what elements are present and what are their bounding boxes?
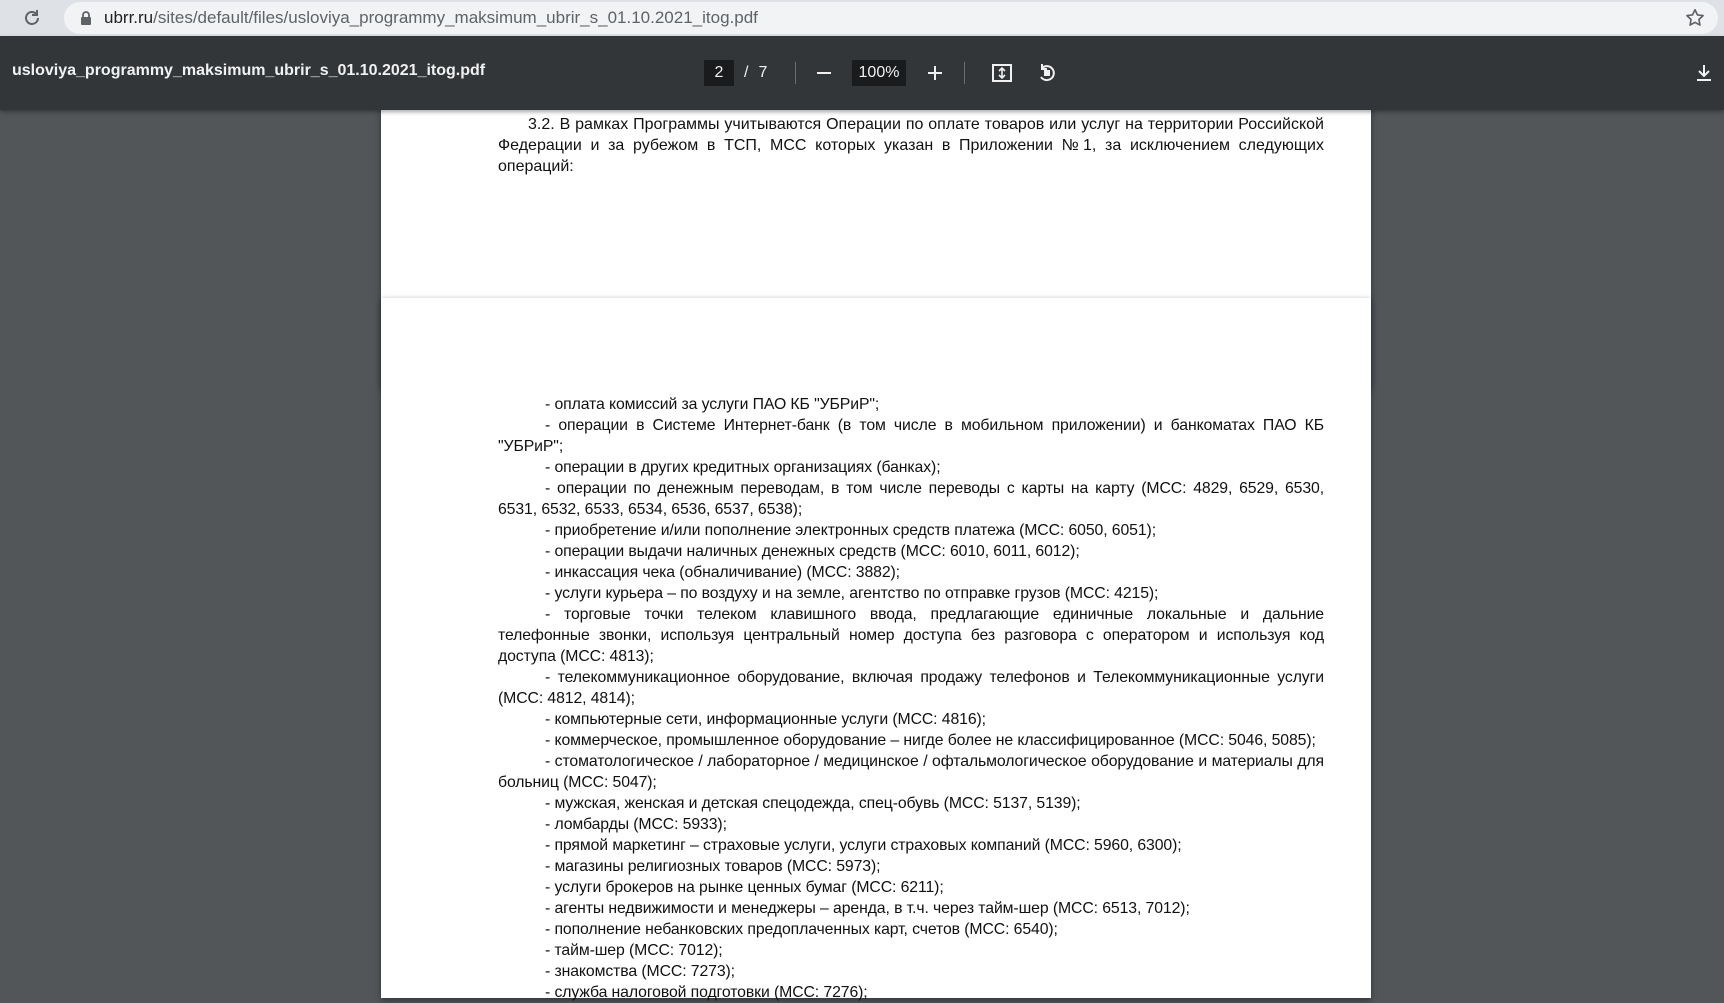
- zoom-out-button[interactable]: [808, 57, 840, 89]
- zoom-level-input[interactable]: [852, 60, 906, 86]
- pdf-viewport[interactable]: [0, 110, 1724, 1001]
- zoom-in-button[interactable]: [919, 57, 951, 89]
- download-button[interactable]: [1688, 57, 1720, 89]
- url-path: /sites/default/files/usloviya_programmy_maksimum_ubrir_s_01.10.2021_itog.pdf: [153, 8, 758, 27]
- list-item: - операции выдачи наличных денежных средств (МСС: 6010, 6011, 6012);: [545, 543, 1080, 560]
- list-item: - мужская, женская и детская спецодежда, спец-обувь (МСС: 5137, 5139);: [545, 795, 1081, 812]
- url-omnibox[interactable]: [64, 2, 1718, 34]
- plus-icon: [926, 64, 944, 82]
- list-item: - знакомства (МСС: 7273);: [545, 963, 735, 980]
- list-item: - приобретение и/или пополнение электронных средств платежа (МСС: 6050, 6051);: [545, 522, 1157, 539]
- list-item: - операции в Системе Интернет-банк (в том числе в мобильном приложении) и банкоматах ПАО КБ "УБРиР";: [498, 417, 1324, 455]
- list-item: - магазины религиозных товаров (МСС: 5973);: [545, 858, 881, 875]
- list-item: - операции в других кредитных организациях (банках);: [545, 459, 941, 476]
- download-icon: [1694, 63, 1714, 83]
- page-number-input[interactable]: [704, 60, 734, 86]
- reload-icon[interactable]: [18, 4, 46, 32]
- fit-page-icon: [991, 62, 1013, 84]
- list-item: - пополнение небанковских предоплаченных карт, счетов (МСС: 6540);: [545, 921, 1058, 938]
- list-item: - служба налоговой подготовки (МСС: 7276);: [545, 984, 868, 1001]
- list-item: - коммерческое, промышленное оборудование – нигде более не классифицированное (МСС: 5046, 5085);: [545, 732, 1316, 749]
- list-item: - компьютерные сети, информационные услуги (МСС: 4816);: [545, 711, 986, 728]
- list-item: - оплата комиссий за услуги ПАО КБ "УБРиР";: [545, 396, 880, 413]
- page-separator: /: [744, 64, 749, 81]
- browser-address-bar: [0, 0, 1724, 36]
- list-item: - услуги курьера – по воздуху и на земле, агентство по отправке грузов (МСС: 4215);: [545, 585, 1159, 602]
- url-text[interactable]: [104, 8, 758, 28]
- list-item: - стоматологическое / лабораторное / медицинское / офтальмологическое оборудование и материалы для больниц (МСС: 5047);: [498, 753, 1324, 791]
- list-item: - торговые точки телеком клавишного ввода, предлагающие единичные локальные и дальние телефонные звонки, используя центральный номер доступа без разговора с оператором и используя код доступа (МСС: 4813);: [498, 606, 1324, 665]
- rotate-button[interactable]: [1031, 57, 1063, 89]
- lock-icon[interactable]: [78, 10, 94, 26]
- list-item: - телекоммуникационное оборудование, включая продажу телефонов и Телекоммуникационные услуги (МСС: 4812, 4814);: [498, 669, 1324, 707]
- pdf-page-2: [381, 298, 1371, 1001]
- list-item: - инкассация чека (обналичивание) (МСС: 3882);: [545, 564, 900, 581]
- list-item: - ломбарды (МСС: 5933);: [545, 816, 727, 833]
- total-pages: 7: [758, 64, 768, 81]
- list-item: - агенты недвижимости и менеджеры – аренда, в т.ч. через тайм-шер (МСС: 6513, 7012);: [545, 900, 1190, 917]
- page-selector: [704, 60, 767, 86]
- document-title: usloviya_programmy_maksimum_ubrir_s_01.10.2021_itog.pdf: [12, 62, 486, 79]
- toolbar-divider: [795, 62, 796, 84]
- section-3-2-paragraph: 3.2. В рамках Программы учитываются Операции по оплате товаров или услуг на территории Российской Федерации и за рубежом в ТСП, МСС которых указан в Приложении №1, за исключением следующих операций:: [498, 116, 1324, 175]
- list-item: - услуги брокеров на рынке ценных бумаг (МСС: 6211);: [545, 879, 944, 896]
- list-item: - операции по денежным переводам, в том числе переводы с карты на карту (МСС: 4829, 6529, 6530, 6531, 6532, 6533, 6534, 6536, 6537, 6538);: [498, 480, 1324, 518]
- list-item: - тайм-шер (МСС: 7012);: [545, 942, 723, 959]
- minus-icon: [815, 64, 833, 82]
- bookmark-star-icon[interactable]: [1684, 7, 1706, 29]
- toolbar-divider: [964, 62, 965, 84]
- rotate-icon: [1036, 62, 1058, 84]
- pdf-toolbar: [0, 36, 1724, 110]
- fit-to-page-button[interactable]: [986, 57, 1018, 89]
- list-item: - прямой маркетинг – страховые услуги, услуги страховых компаний (МСС: 5960, 6300);: [545, 837, 1182, 854]
- exclusions-list: [498, 394, 1324, 1003]
- url-host: ubrr.ru: [104, 8, 154, 27]
